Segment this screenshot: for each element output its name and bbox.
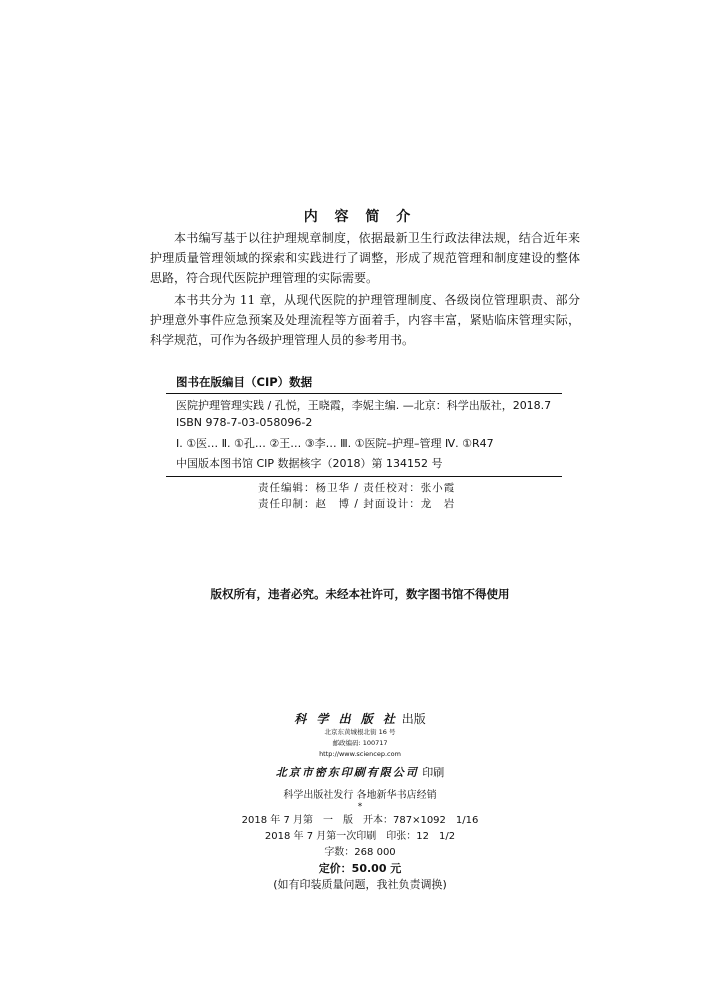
cip-heading: 图书在版编目（CIP）数据 bbox=[176, 375, 313, 389]
publisher-name-line bbox=[0, 710, 720, 727]
credit-editors: 责任编辑：杨卫华 / 责任校对：张小霞 bbox=[258, 482, 456, 494]
publisher-postcode: 邮政编码: 100717 bbox=[332, 739, 388, 747]
publisher-name: 科 学 出 版 社 bbox=[294, 712, 398, 726]
publisher-block bbox=[0, 710, 720, 893]
publisher-website: http://www.sciencep.com bbox=[319, 750, 401, 758]
cip-line-classification: Ⅰ. ①医… Ⅱ. ①孔… ②王… ③李… Ⅲ. ①医院–护理–管理 Ⅳ. ①R47 bbox=[176, 437, 494, 450]
cip-line-isbn: ISBN 978-7-03-058096-2 bbox=[176, 416, 313, 429]
separator-star: * bbox=[357, 802, 363, 812]
price: 定价：50.00 元 bbox=[318, 862, 402, 875]
summary-paragraph-2: 本书共分为 11 章，从现代医院的护理管理制度、各级岗位管理职责、部分护理意外事件应急预案及处理流程等方面着手，内容丰富，紧贴临床管理实际，科学规范，可作为各级护理管理人员的参考用书。 bbox=[150, 293, 580, 347]
word-count: 字数：268 000 bbox=[324, 847, 396, 858]
quality-note: (如有印装质量问题，我社负责调换) bbox=[273, 878, 447, 891]
cip-bottom-rule bbox=[166, 476, 562, 477]
summary-title: 内 容 简 介 bbox=[303, 209, 417, 225]
printer-suffix: 印刷 bbox=[422, 766, 445, 779]
edition-info: 2018 年 7 月第 一 版 开本：787×1092 1/16 bbox=[241, 815, 479, 826]
printing-info: 2018 年 7 月第一次印刷 印张：12 1/2 bbox=[264, 831, 456, 842]
cip-top-rule bbox=[166, 393, 562, 394]
publisher-address: 北京东黄城根北街 16 号 bbox=[324, 728, 396, 736]
copyright-notice: 版权所有，违者必究。未经本社许可，数字图书馆不得使用 bbox=[210, 587, 510, 601]
cip-line-1: 医院护理管理实践 / 孔悦，王晓霞，李妮主编. —北京：科学出版社，2018.7 bbox=[176, 399, 552, 412]
cip-line-record-number: 中国版本图书馆 CIP 数据核字（2018）第 134152 号 bbox=[176, 457, 443, 470]
distribution: 科学出版社发行 各地新华书店经销 bbox=[283, 790, 437, 801]
credit-production: 责任印制：赵 博 / 封面设计：龙 岩 bbox=[258, 498, 456, 510]
printer-name: 北京市密东印刷有限公司 bbox=[275, 766, 419, 779]
publisher-suffix: 出版 bbox=[401, 712, 426, 726]
printer-line bbox=[0, 764, 720, 780]
summary-paragraph-1: 本书编写基于以往护理规章制度，依据最新卫生行政法律法规，结合近年来护理质量管理领域的探索和实践进行了调整，形成了规范管理和制度建设的整体思路，符合现代医院护理管理的实际需要。 bbox=[150, 231, 580, 285]
